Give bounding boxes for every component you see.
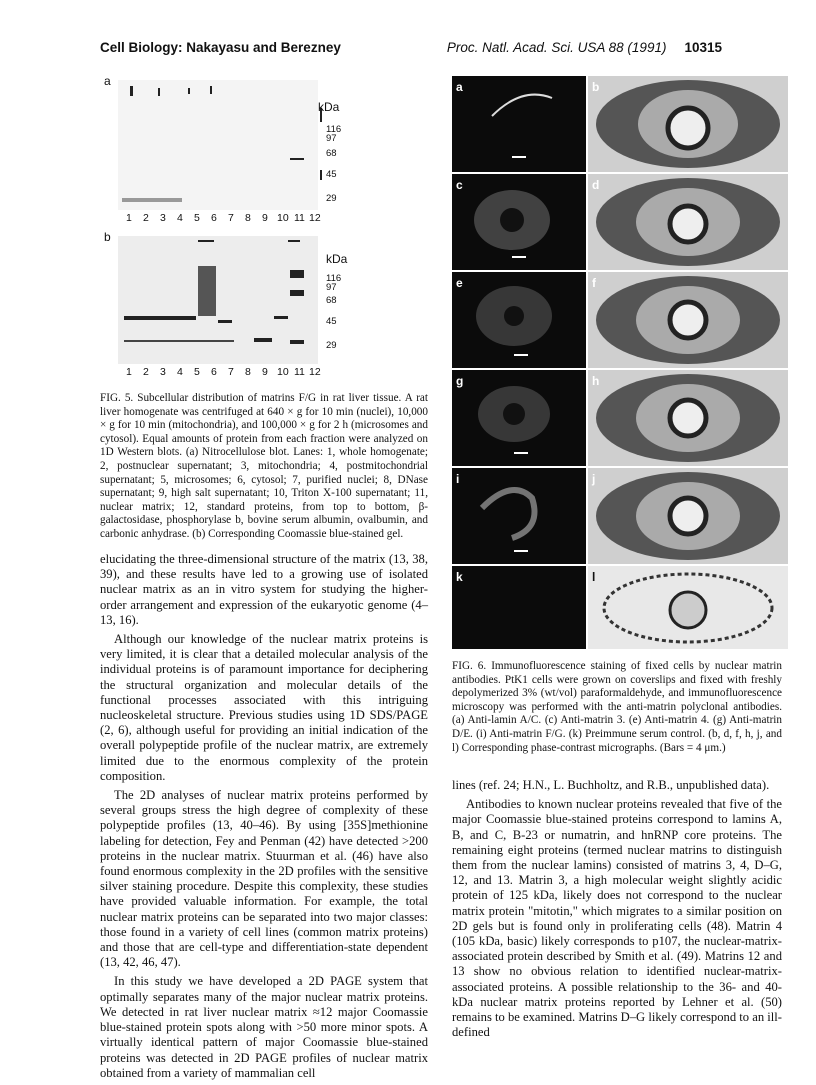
panel-label-b: b <box>104 230 111 244</box>
coomassie-gel-image <box>118 236 318 364</box>
left-column-body <box>100 552 428 1085</box>
lane-b-8: 8 <box>245 366 251 378</box>
page-number: 10315 <box>684 40 722 55</box>
micrograph-c <box>452 174 586 270</box>
micrograph-a <box>452 76 586 172</box>
figure-6-caption-title: FIG. 6. <box>452 660 487 672</box>
lane-a-5: 5 <box>194 212 200 224</box>
paragraph: Although our knowledge of the nuclear matrix proteins is very limited, it is clear that a detailed molecular analysis of the individual proteins is of paramount importance for deciphering the structural organization and molecular details of the functional processes associated with this intriguing nucleoskeletal structure. Previous studies using 1D SDS/PAGE (2, 6), although useful for providing an initial indication of the overall polypeptide profile of the nuclear matrix, are extremely limited due to the enormous complexity of the protein composition. <box>100 632 428 783</box>
journal-citation: Proc. Natl. Acad. Sci. USA 88 (1991) <box>446 40 667 55</box>
panel-label-e: e <box>456 276 463 290</box>
micrograph-h <box>588 370 788 466</box>
lane-b-5: 5 <box>194 366 200 378</box>
lane-a-7: 7 <box>228 212 234 224</box>
marker-97-a: 97 <box>326 133 337 144</box>
marker-116-b: 116 <box>326 273 342 284</box>
micrograph-k <box>452 566 586 649</box>
micrograph-f <box>588 272 788 368</box>
marker-29-a: 29 <box>326 193 337 204</box>
lane-b-4: 4 <box>177 366 183 378</box>
panel-label-h: h <box>592 374 600 388</box>
lane-b-1: 1 <box>126 366 132 378</box>
lane-b-9: 9 <box>262 366 268 378</box>
figure-6-caption <box>452 660 782 755</box>
figure-6-caption-text: Immunofluorescence staining of fixed cells by nuclear matrin antibodies. PtK1 cells were grown on coverslips and fixed with freshly depolymerized 3% (wt/vol) paraformaldehyde, and immunofluorescence microscopy was performed with the anti-matrin polyclonal antibodies. (a) Anti-lamin A/C. (c) Anti-matrin 3. (e) Anti-matrin 4. (g) Anti-matrin D/E. (i) Anti-matrin F/G. (k) Preimmune serum control. (b, d, f, h, j, and l) Corresponding phase-contrast micrographs. (Bars = 4 μm.) <box>452 660 783 754</box>
micrograph-g <box>452 370 586 466</box>
figure-5-caption-title: FIG. 5. <box>100 392 134 404</box>
marker-45-b: 45 <box>326 316 337 327</box>
micrograph-l <box>588 566 788 649</box>
marker-116-a: 116 <box>326 124 342 135</box>
figure-6 <box>452 76 788 649</box>
marker-45-a: 45 <box>326 169 337 180</box>
micrograph-d <box>588 174 788 270</box>
figure-5 <box>100 70 348 380</box>
panel-label-a: a <box>104 74 111 88</box>
marker-68-b: 68 <box>326 295 337 306</box>
marker-68-a: 68 <box>326 148 337 159</box>
running-header-right <box>447 40 722 55</box>
panel-label-b: b <box>592 80 600 94</box>
panel-label-c: c <box>456 178 463 192</box>
panel-label-k: k <box>456 570 463 584</box>
micrograph-i <box>452 468 586 564</box>
lane-a-12: 12 <box>309 212 321 224</box>
lane-a-3: 3 <box>160 212 166 224</box>
lane-a-4: 4 <box>177 212 183 224</box>
lane-b-6: 6 <box>211 366 217 378</box>
panel-label-i: i <box>456 472 460 486</box>
lane-b-7: 7 <box>228 366 234 378</box>
lane-b-2: 2 <box>143 366 149 378</box>
kda-label-b: kDa <box>326 252 348 266</box>
lane-b-11: 11 <box>294 366 305 378</box>
kda-label-a: kDa <box>318 100 340 114</box>
right-column-body <box>452 778 782 1044</box>
lane-a-2: 2 <box>143 212 149 224</box>
micrograph-e <box>452 272 586 368</box>
panel-label-f: f <box>592 276 596 290</box>
panel-label-d: d <box>592 178 600 192</box>
figure-5-caption-text: Subcellular distribution of matrins F/G in rat liver tissue. A rat liver homogenate was centrifuged at 640 × g for 10 min (nuclei), 10,000 × g for 10 min (mitochondria), and 100,000 × g for 2 h (microsomes and cytosol). Equal amounts of protein from each fraction were analyzed on 1D Western blots. (a) Nitrocellulose blot. Lanes: 1, whole homogenate; 2, postnuclear supernatant; 3, mitochondria; 4, postmitochondrial supernatant; 5, microsomes; 6, cytosol; 7, purified nuclei; 8, DNase supernatant; 9, high salt supernatant; 10, Triton X-100 supernatant; 11, nuclear matrix; 12, standard proteins, from top to bottom, β-galactosidase, phosphorylase b, bovine serum albumin, ovalbumin, and carbonic anhydrase. (b) Corresponding Coomassie blue-stained gel. <box>100 392 428 540</box>
lane-numbers-b <box>118 366 328 380</box>
paragraph: In this study we have developed a 2D PAGE system that optimally separates many of the major nuclear matrix proteins. We detected in rat liver nuclear matrix ≈12 major Coomassie blue-stained protein spots along with >50 more minor spots. A virtually identical pattern of major Coomassie blue-stained proteins was detected in 2D PAGE profiles of nuclear matrix obtained from a variety of mammalian cell <box>100 974 428 1080</box>
running-header-left: Cell Biology: Nakayasu and Berezney <box>100 40 341 55</box>
micrograph-j <box>588 468 788 564</box>
lane-a-8: 8 <box>245 212 251 224</box>
lane-b-10: 10 <box>277 366 289 378</box>
marker-29-b: 29 <box>326 340 337 351</box>
western-blot-image <box>118 80 318 210</box>
paragraph: Antibodies to known nuclear proteins revealed that five of the major Coomassie blue-stained proteins correspond to lamins A, B, and C, B-23 or numatrin, and hnRNP core proteins. The remaining eight proteins (termed nuclear matrins to distinguish them from the nuclear lamins) consisted of matrins 3, 4, D–G, 12, and 13. Matrin 3, a high molecular weight slightly acidic protein of 125 kDa, likely does not correspond to the nuclear matrix protein "mitotin," which migrates to a similar position on 2D gels but is found only in proliferating cells (48). Matrin 4 (105 kDa, basic) likely corresponds to p107, the nuclear-matrix-associated protein described by Smith et al. (49). Matrins 12 and 13 show no obvious relation to identified nuclear-matrix-associated proteins. A possible relationship to the 36- and 40-kDa nuclear matrix proteins reported by Lehner et al. (50) remains to be examined. Matrins D–G likely correspond to an ill-defined <box>452 797 782 1040</box>
lane-a-9: 9 <box>262 212 268 224</box>
figure-5-caption <box>100 392 428 542</box>
panel-label-a: a <box>456 80 463 94</box>
lane-a-10: 10 <box>277 212 289 224</box>
paragraph: The 2D analyses of nuclear matrix proteins performed by several groups stress the high degree of complexity of these polypeptide profiles (13, 40–46). By using [35S]methionine labeling for detection, Fey and Penman (42) have detected >200 proteins in the nuclear matrix. Stuurman et al. (46) have also found enormous complexity in the 2D profiles with the sensitive silver staining procedure. Despite this complexity, these studies have provided valuable information. For example, the total nuclear matrix proteins can be separated into two major classes: those found in a variety of cell lines (common matrix proteins) and those that are cell-type and differentiation-state dependent (13, 42, 46, 47). <box>100 788 428 970</box>
lane-b-12: 12 <box>309 366 321 378</box>
lane-a-1: 1 <box>126 212 132 224</box>
marker-97-b: 97 <box>326 282 337 293</box>
lane-a-6: 6 <box>211 212 217 224</box>
lane-numbers-a <box>118 212 328 226</box>
panel-label-g: g <box>456 374 464 388</box>
micrograph-b <box>588 76 788 172</box>
paragraph: lines (ref. 24; H.N., L. Buchholtz, and R.B., unpublished data). <box>452 778 770 792</box>
lane-b-3: 3 <box>160 366 166 378</box>
panel-label-l: l <box>592 570 596 584</box>
panel-label-j: j <box>592 472 596 486</box>
lane-a-11: 11 <box>294 212 305 224</box>
paragraph: elucidating the three-dimensional structure of the matrix (13, 38, 39), and these results have led to a growing use of isolated nuclear matrix as an in vitro system for studying the higher-order arrangement and expression of the eukaryotic genome (4–13, 16). <box>100 552 428 627</box>
